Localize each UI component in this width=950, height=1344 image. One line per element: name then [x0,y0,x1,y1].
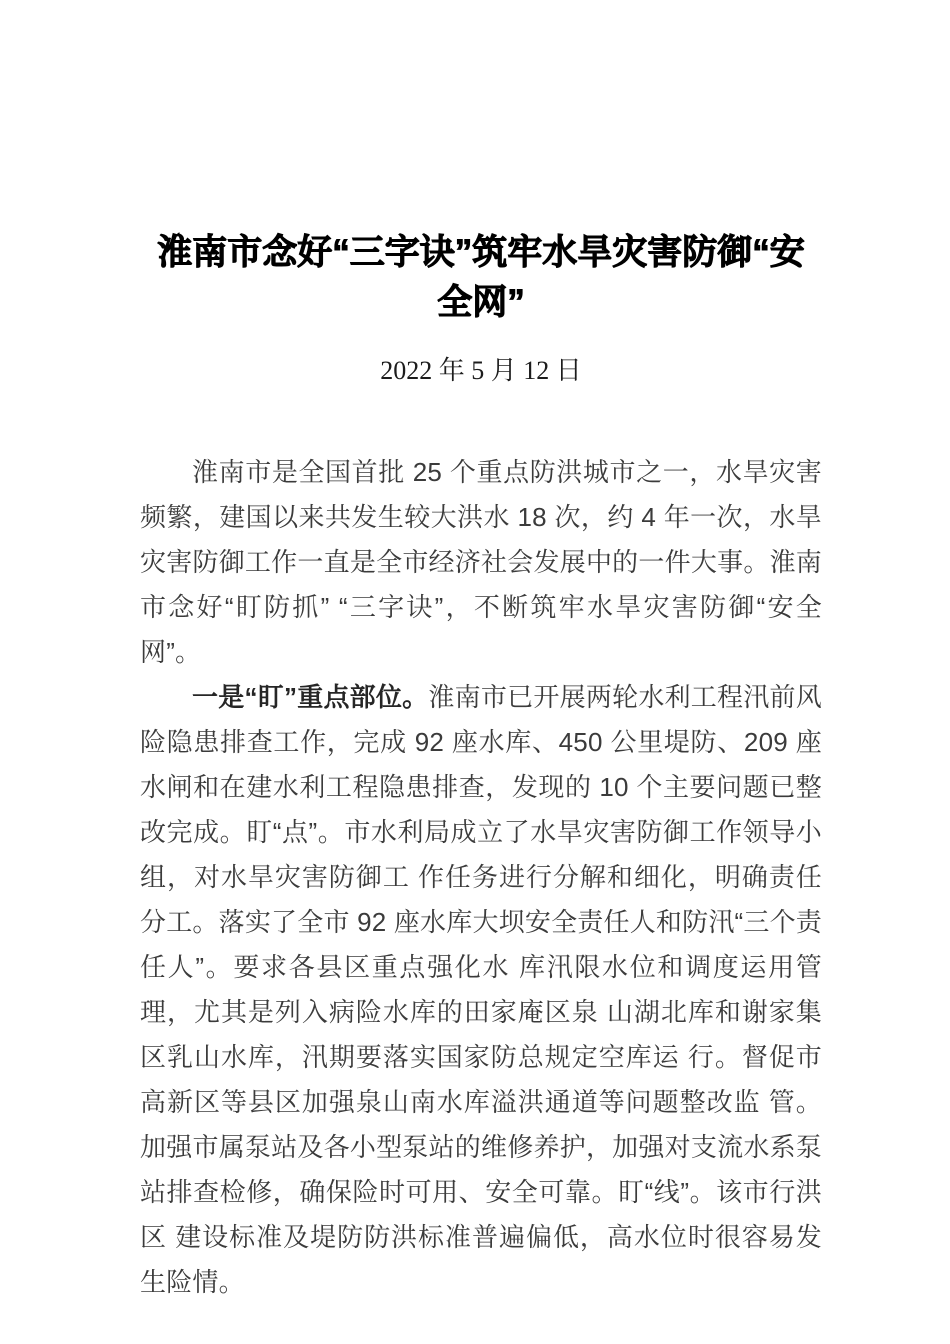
paragraph-2-lead: 一是“盯”重点部位。 [192,682,429,712]
paragraph-1 [140,450,822,675]
document-date: 2022 年 5 月 12 日 [380,356,582,385]
paragraph-1-text: 淮南市是全国首批 25 个重点防洪城市之一，水旱灾害频繁，建国以来共发生较大洪水 18 次，约 4 年一次，水旱灾害防御工作一直是全市经济社会发展中的一件大事。淮南市念好“盯防抓” “三字诀”，不断筑牢水旱灾害防御“安全网”。 [140,457,822,667]
paragraph-2-text: 淮南市已开展两轮水利工程汛前风险隐患排查工作，完成 92 座水库、450 公里堤防、209 座水闸和在建水利工程隐患排查，发现的 10 个主要问题已整改完成。盯“点”。市水利局成立了水旱灾害防御工作领导小组，对水旱灾害防御工 作任务进行分解和细化，明确责任分工。落实了全市 92 座水库大坝安全责任人和防汛“三个责任人”。要求各县区重点强化水 库汛限水位和调度运用管理，尤其是列入病险水库的田家庵区泉 山湖北库和谢家集区乳山水库，汛期要落实国家防总规定空库运 行。督促市高新区等县区加强泉山南水库溢洪通道等问题整改监 管。加强市属泵站及各小型泵站的维修养护，加强对支流水系泵 站排查检修，确保险时可用、安全可靠。盯“线”。该市行洪区 建设标准及堤防防洪标准普遍偏低，高水位时很容易发生险情。 [140,682,822,1297]
document-body [140,388,822,1305]
paragraph-2 [140,675,822,1305]
document-content-column [140,0,822,1305]
page-title: 淮南市念好“三字诀”筑牢水旱灾害防御“安全网” [157,233,805,322]
